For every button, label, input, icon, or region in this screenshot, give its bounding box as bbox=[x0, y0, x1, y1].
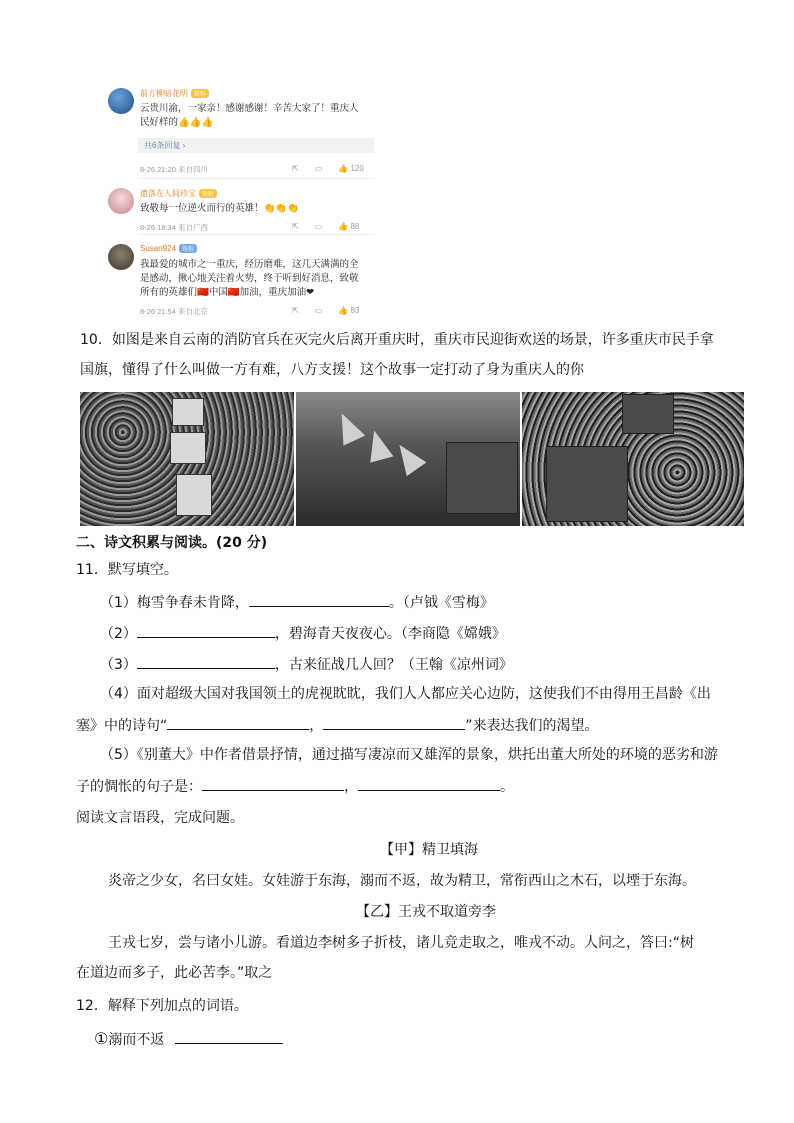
like-icon[interactable]: 👍 83 bbox=[338, 306, 360, 315]
avatar bbox=[108, 244, 134, 270]
answer-blank[interactable] bbox=[137, 653, 275, 669]
crowd-photo-2 bbox=[296, 392, 520, 526]
crowd-photo-1 bbox=[80, 392, 294, 526]
comment-text: 我最爱的城市之一重庆，经历磨难，这几天满满的全 是感动，揪心地关注着火势，终于听到好消息，致敬 所有的英雄们🇨🇳中国🇨🇳加油，重庆加油❤ bbox=[140, 259, 359, 298]
fan-badge: 铁粉 bbox=[199, 189, 217, 198]
answer-blank[interactable] bbox=[175, 1028, 283, 1044]
passage-a-title: 【甲】精卫填海 bbox=[380, 842, 478, 858]
comment-meta: 8-26 21:20 来自四川 bbox=[140, 165, 208, 174]
q11-item4-line1: （4）面对超级大国对我国领土的虎视眈眈，我们人人都应关心边防，这使我们不由得用王昌龄《出 bbox=[100, 686, 711, 702]
replies-link[interactable]: 共6条回复 › bbox=[138, 138, 374, 153]
comment-text: 云贵川渝，一家亲！感谢感谢！辛苦大家了！重庆人 民好样的👍👍👍 bbox=[140, 103, 359, 128]
share-icon[interactable]: ⇱ bbox=[292, 222, 299, 231]
comment-actions bbox=[276, 164, 364, 173]
q11-item3: （3） ，古来征战几人回？（王翰《凉州词》 bbox=[100, 653, 513, 675]
q11-item1: （1）梅雪争春未肯降， 。（卢钺《雪梅》 bbox=[100, 591, 494, 613]
reading-intro: 阅读文言语段，完成问题。 bbox=[76, 810, 244, 826]
answer-blank[interactable] bbox=[358, 775, 500, 791]
answer-blank[interactable] bbox=[323, 714, 465, 730]
like-icon[interactable]: 👍 120 bbox=[338, 164, 364, 173]
avatar bbox=[108, 88, 134, 114]
q11-title: 11．默写填空。 bbox=[76, 562, 178, 578]
q12-title: 12．解释下列加点的词语。 bbox=[76, 998, 248, 1014]
comment-icon[interactable]: ▭ bbox=[314, 164, 323, 173]
passage-b-line1: 王戎七岁，尝与诸小儿游。看道边李树多子折枝，诸儿竞走取之，唯戎不动。人问之，答曰:“树 bbox=[108, 935, 694, 951]
comment-icon[interactable]: ▭ bbox=[314, 306, 323, 315]
comment-icon[interactable]: ▭ bbox=[314, 222, 323, 231]
q11-item5-line1: （5）《别董大》中作者借景抒情，通过描写凄凉而又雄浑的景象，烘托出董大所处的环境的恶劣和游 bbox=[100, 747, 718, 763]
divider bbox=[138, 234, 374, 235]
comment-meta: 8-26 21:54 来自北京 bbox=[140, 307, 208, 316]
section-title: 二、诗文积累与阅读。(20 分) bbox=[76, 535, 268, 551]
answer-blank[interactable] bbox=[249, 591, 389, 607]
q12-item1: ①溺而不返 bbox=[94, 1028, 283, 1050]
q10-line1: 10．如图是来自云南的消防官兵在灭完火后离开重庆时，重庆市民迎街欢送的场景，许多重庆市民手拿 bbox=[80, 332, 714, 348]
fan-badge: 铁粉 bbox=[179, 244, 197, 253]
avatar bbox=[108, 188, 134, 214]
q11-item2: （2） ，碧海青天夜夜心。（李商隐《嫦娥》 bbox=[100, 622, 506, 644]
comment-actions bbox=[276, 222, 359, 231]
crowd-photo-3 bbox=[522, 392, 744, 526]
comment-actions bbox=[276, 306, 359, 315]
q11-item4-line2: 塞》中的诗句“ ， ”来表达我们的渴望。 bbox=[76, 714, 599, 736]
share-icon[interactable]: ⇱ bbox=[292, 164, 299, 173]
comment-meta: 8-26 18:34 来自广西 bbox=[140, 223, 208, 232]
comments-screenshot bbox=[106, 82, 378, 320]
comment-username: 遗落在人间珍宝 铁粉 bbox=[140, 188, 217, 199]
share-icon[interactable]: ⇱ bbox=[292, 306, 299, 315]
like-icon[interactable]: 👍 88 bbox=[338, 222, 360, 231]
farewell-photos bbox=[80, 392, 744, 526]
answer-blank[interactable] bbox=[202, 775, 344, 791]
passage-a-text: 炎帝之少女，名曰女娃。女娃游于东海，溺而不返，故为精卫，常衔西山之木石，以堙于东海。 bbox=[108, 873, 696, 889]
comment-text: 致敬每一位逆火而行的英雄！👏👏👏 bbox=[140, 203, 299, 214]
comment-username: 前方柳暗花明 铁粉 bbox=[140, 88, 209, 99]
passage-b-title: 【乙】王戎不取道旁李 bbox=[356, 904, 496, 920]
answer-blank[interactable] bbox=[167, 714, 309, 730]
q10-line2: 国旗，懂得了什么叫做一方有难，八方支援！这个故事一定打动了身为重庆人的你 bbox=[80, 362, 584, 378]
passage-b-line2: 在道边而多子，此必苦李。”取之 bbox=[76, 965, 273, 981]
comment-username: Susan924 铁粉 bbox=[140, 244, 197, 253]
fan-badge: 铁粉 bbox=[191, 89, 209, 98]
answer-blank[interactable] bbox=[137, 622, 275, 638]
divider bbox=[138, 178, 374, 179]
q11-item5-line2: 子的惆怅的句子是： ， 。 bbox=[76, 775, 514, 797]
